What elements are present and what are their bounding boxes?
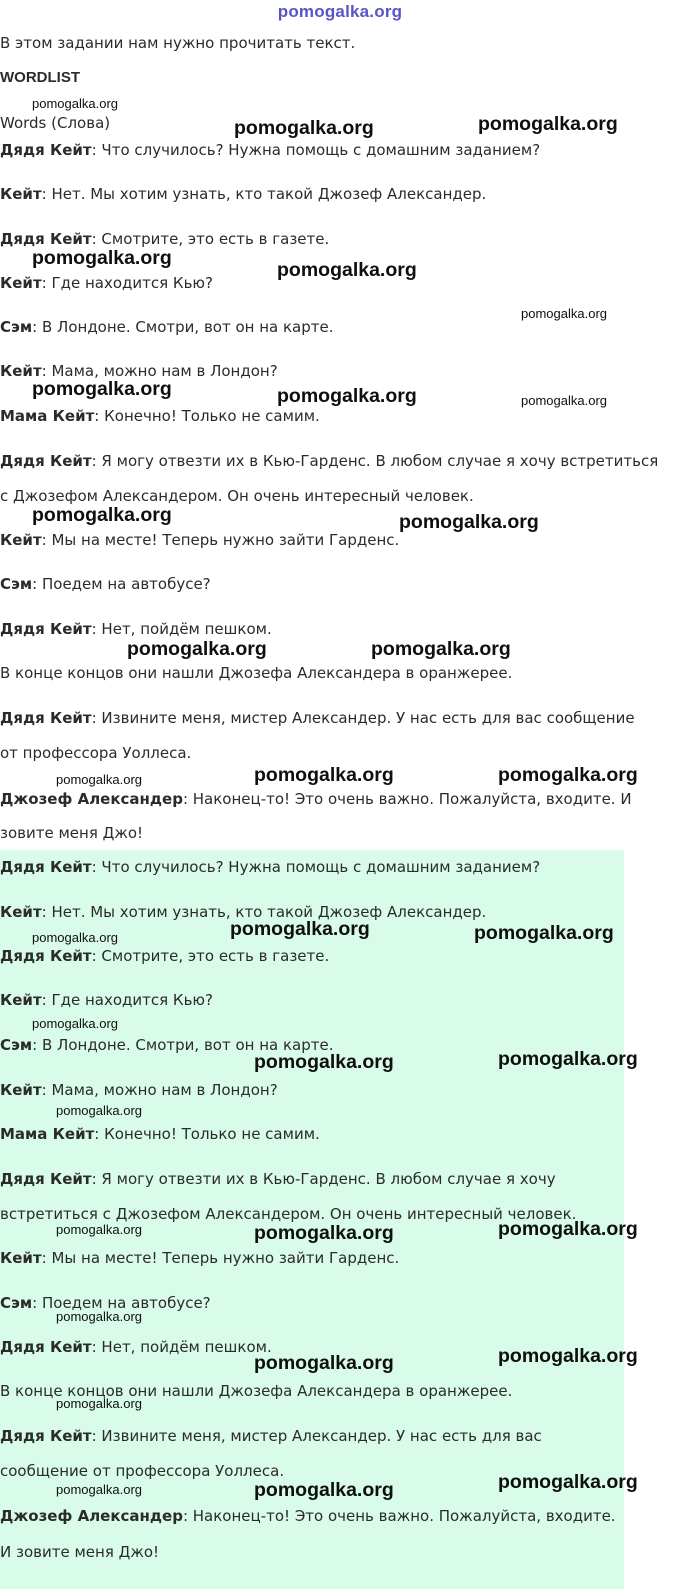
dialogue-line	[0, 990, 213, 1010]
dialogue-line-continuation: с Джозефом Александером. Он очень интересный человек.	[0, 487, 474, 505]
line-text: : Конечно! Только не самим.	[94, 1125, 320, 1143]
speaker-name: Мама Кейт	[0, 1125, 95, 1143]
site-header	[0, 0, 680, 26]
speaker-name: Кейт	[0, 185, 42, 203]
narration-line: В конце концов они нашли Джозефа Александера в оранжерее.	[0, 664, 513, 682]
dialogue-line	[0, 574, 211, 594]
watermark: pomogalka.org	[521, 393, 607, 408]
speaker-name: Сэм	[0, 1036, 33, 1054]
line-text: : В Лондоне. Смотри, вот он на карте.	[32, 318, 334, 336]
watermark: pomogalka.org	[399, 511, 539, 533]
watermark: pomogalka.org	[254, 1352, 394, 1374]
speaker-name: Дядя Кейт	[0, 1170, 92, 1188]
line-text: : Наконец-то! Это очень важно. Пожалуйста, входите.	[182, 1507, 616, 1525]
watermark: pomogalka.org	[230, 918, 370, 940]
watermark: pomogalka.org	[478, 113, 618, 135]
narration-line: В конце концов они нашли Джозефа Александера в оранжерее.	[0, 1382, 513, 1400]
dialogue-line	[0, 273, 213, 293]
line-text: : Я могу отвезти их в Кью-Гарденс. В любом случае я хочу встретиться	[91, 452, 659, 470]
line-text: : Нет, пойдём пешком.	[91, 620, 272, 638]
watermark: pomogalka.org	[32, 96, 118, 111]
watermark: pomogalka.org	[521, 306, 607, 321]
line-text: : Смотрите, это есть в газете.	[91, 230, 330, 248]
watermark: pomogalka.org	[32, 930, 118, 945]
speaker-name: Дядя Кейт	[0, 230, 92, 248]
speaker-name: Кейт	[0, 274, 42, 292]
watermark: pomogalka.org	[254, 1051, 394, 1073]
speaker-name: Дядя Кейт	[0, 947, 92, 965]
watermark: pomogalka.org	[498, 1345, 638, 1367]
watermark: pomogalka.org	[254, 1479, 394, 1501]
line-text: : Конечно! Только не самим.	[94, 407, 320, 425]
watermark: pomogalka.org	[56, 1103, 142, 1118]
site-logo[interactable]: pomogalka.org	[277, 2, 403, 21]
line-text: : Что случилось? Нужна помощь с домашним заданием?	[91, 141, 541, 159]
line-text: : Смотрите, это есть в газете.	[91, 947, 330, 965]
intro-text: В этом задании нам нужно прочитать текст.	[0, 34, 356, 52]
speaker-name: Дядя Кейт	[0, 709, 92, 727]
speaker-name: Кейт	[0, 991, 42, 1009]
watermark: pomogalka.org	[254, 764, 394, 786]
watermark: pomogalka.org	[56, 772, 142, 787]
dialogue-line	[0, 451, 658, 471]
speaker-name: Джозеф Александер	[0, 790, 183, 808]
speaker-name: Кейт	[0, 1081, 42, 1099]
speaker-name: Джозеф Александер	[0, 1507, 183, 1525]
watermark: pomogalka.org	[56, 1482, 142, 1497]
speaker-name: Дядя Кейт	[0, 1427, 92, 1445]
dialogue-line	[0, 946, 329, 966]
line-text: : Нет, пойдём пешком.	[91, 1338, 272, 1356]
watermark: pomogalka.org	[32, 1016, 118, 1031]
line-text: : Где находится Кью?	[41, 991, 214, 1009]
line-text: : Я могу отвезти их в Кью-Гарденс. В любом случае я хочу	[91, 1170, 556, 1188]
watermark: pomogalka.org	[254, 1222, 394, 1244]
watermark: pomogalka.org	[498, 1218, 638, 1240]
watermark: pomogalka.org	[32, 504, 172, 526]
watermark: pomogalka.org	[498, 1471, 638, 1493]
dialogue-line	[0, 619, 272, 639]
speaker-name: Дядя Кейт	[0, 141, 92, 159]
dialogue-line	[0, 1506, 616, 1526]
speaker-name: Сэм	[0, 575, 33, 593]
dialogue-line	[0, 1080, 278, 1100]
dialogue-line	[0, 1124, 320, 1144]
dialogue-line-continuation: от профессора Уоллеса.	[0, 744, 192, 762]
dialogue-line	[0, 708, 635, 728]
dialogue-line	[0, 1248, 399, 1268]
dialogue-line-continuation: И зовите меня Джо!	[0, 1543, 160, 1561]
watermark: pomogalka.org	[277, 385, 417, 407]
dialogue-line	[0, 1169, 556, 1189]
speaker-name: Кейт	[0, 362, 42, 380]
line-text: : Мама, можно нам в Лондон?	[41, 1081, 278, 1099]
line-text: : Поедем на автобусе?	[32, 575, 211, 593]
watermark: pomogalka.org	[56, 1396, 142, 1411]
speaker-name: Дядя Кейт	[0, 620, 92, 638]
speaker-name: Дядя Кейт	[0, 858, 92, 876]
line-text: : Поедем на автобусе?	[32, 1294, 211, 1312]
line-text: : Мы на месте! Теперь нужно зайти Гарденс.	[41, 1249, 400, 1267]
watermark: pomogalka.org	[234, 117, 374, 139]
line-text: : В Лондоне. Смотри, вот он на карте.	[32, 1036, 334, 1054]
speaker-name: Кейт	[0, 531, 42, 549]
watermark: pomogalka.org	[32, 378, 172, 400]
speaker-name: Дядя Кейт	[0, 452, 92, 470]
line-text: : Извините меня, мистер Александер. У нас есть для вас сообщение	[91, 709, 635, 727]
dialogue-line	[0, 317, 334, 337]
line-text: : Мама, можно нам в Лондон?	[41, 362, 278, 380]
speaker-name: Сэм	[0, 318, 33, 336]
dialogue-line	[0, 1337, 272, 1357]
watermark: pomogalka.org	[474, 922, 614, 944]
speaker-name: Кейт	[0, 1249, 42, 1267]
dialogue-line	[0, 530, 399, 550]
line-text: : Нет. Мы хотим узнать, кто такой Джозеф Александер.	[41, 903, 487, 921]
watermark: pomogalka.org	[371, 638, 511, 660]
watermark: pomogalka.org	[498, 764, 638, 786]
line-text: : Нет. Мы хотим узнать, кто такой Джозеф Александер.	[41, 185, 487, 203]
dialogue-line	[0, 140, 540, 160]
watermark: pomogalka.org	[127, 638, 267, 660]
dialogue-line	[0, 184, 486, 204]
line-text: : Извините меня, мистер Александер. У нас есть для вас	[91, 1427, 542, 1445]
speaker-name: Кейт	[0, 903, 42, 921]
watermark: pomogalka.org	[277, 259, 417, 281]
watermark: pomogalka.org	[56, 1222, 142, 1237]
dialogue-line-continuation: встретиться с Джозефом Александером. Он очень интересный человек.	[0, 1205, 577, 1223]
wordlist-heading: WORDLIST	[0, 69, 80, 86]
speaker-name: Мама Кейт	[0, 407, 95, 425]
speaker-name: Дядя Кейт	[0, 1338, 92, 1356]
dialogue-line	[0, 229, 329, 249]
line-text: : Мы на месте! Теперь нужно зайти Гарденс.	[41, 531, 400, 549]
words-label: Words (Слова)	[0, 114, 111, 132]
line-text: : Где находится Кью?	[41, 274, 214, 292]
dialogue-line-continuation: сообщение от профессора Уоллеса.	[0, 1462, 285, 1480]
speaker-name: Сэм	[0, 1294, 33, 1312]
watermark: pomogalka.org	[56, 1309, 142, 1324]
line-text: : Что случилось? Нужна помощь с домашним заданием?	[91, 858, 541, 876]
watermark: pomogalka.org	[498, 1048, 638, 1070]
dialogue-line	[0, 1426, 542, 1446]
dialogue-line	[0, 406, 320, 426]
line-text: : Наконец-то! Это очень важно. Пожалуйста, входите. И	[182, 790, 632, 808]
dialogue-line-continuation: зовите меня Джо!	[0, 824, 144, 842]
watermark: pomogalka.org	[32, 247, 172, 269]
dialogue-line	[0, 789, 632, 809]
dialogue-line	[0, 857, 540, 877]
